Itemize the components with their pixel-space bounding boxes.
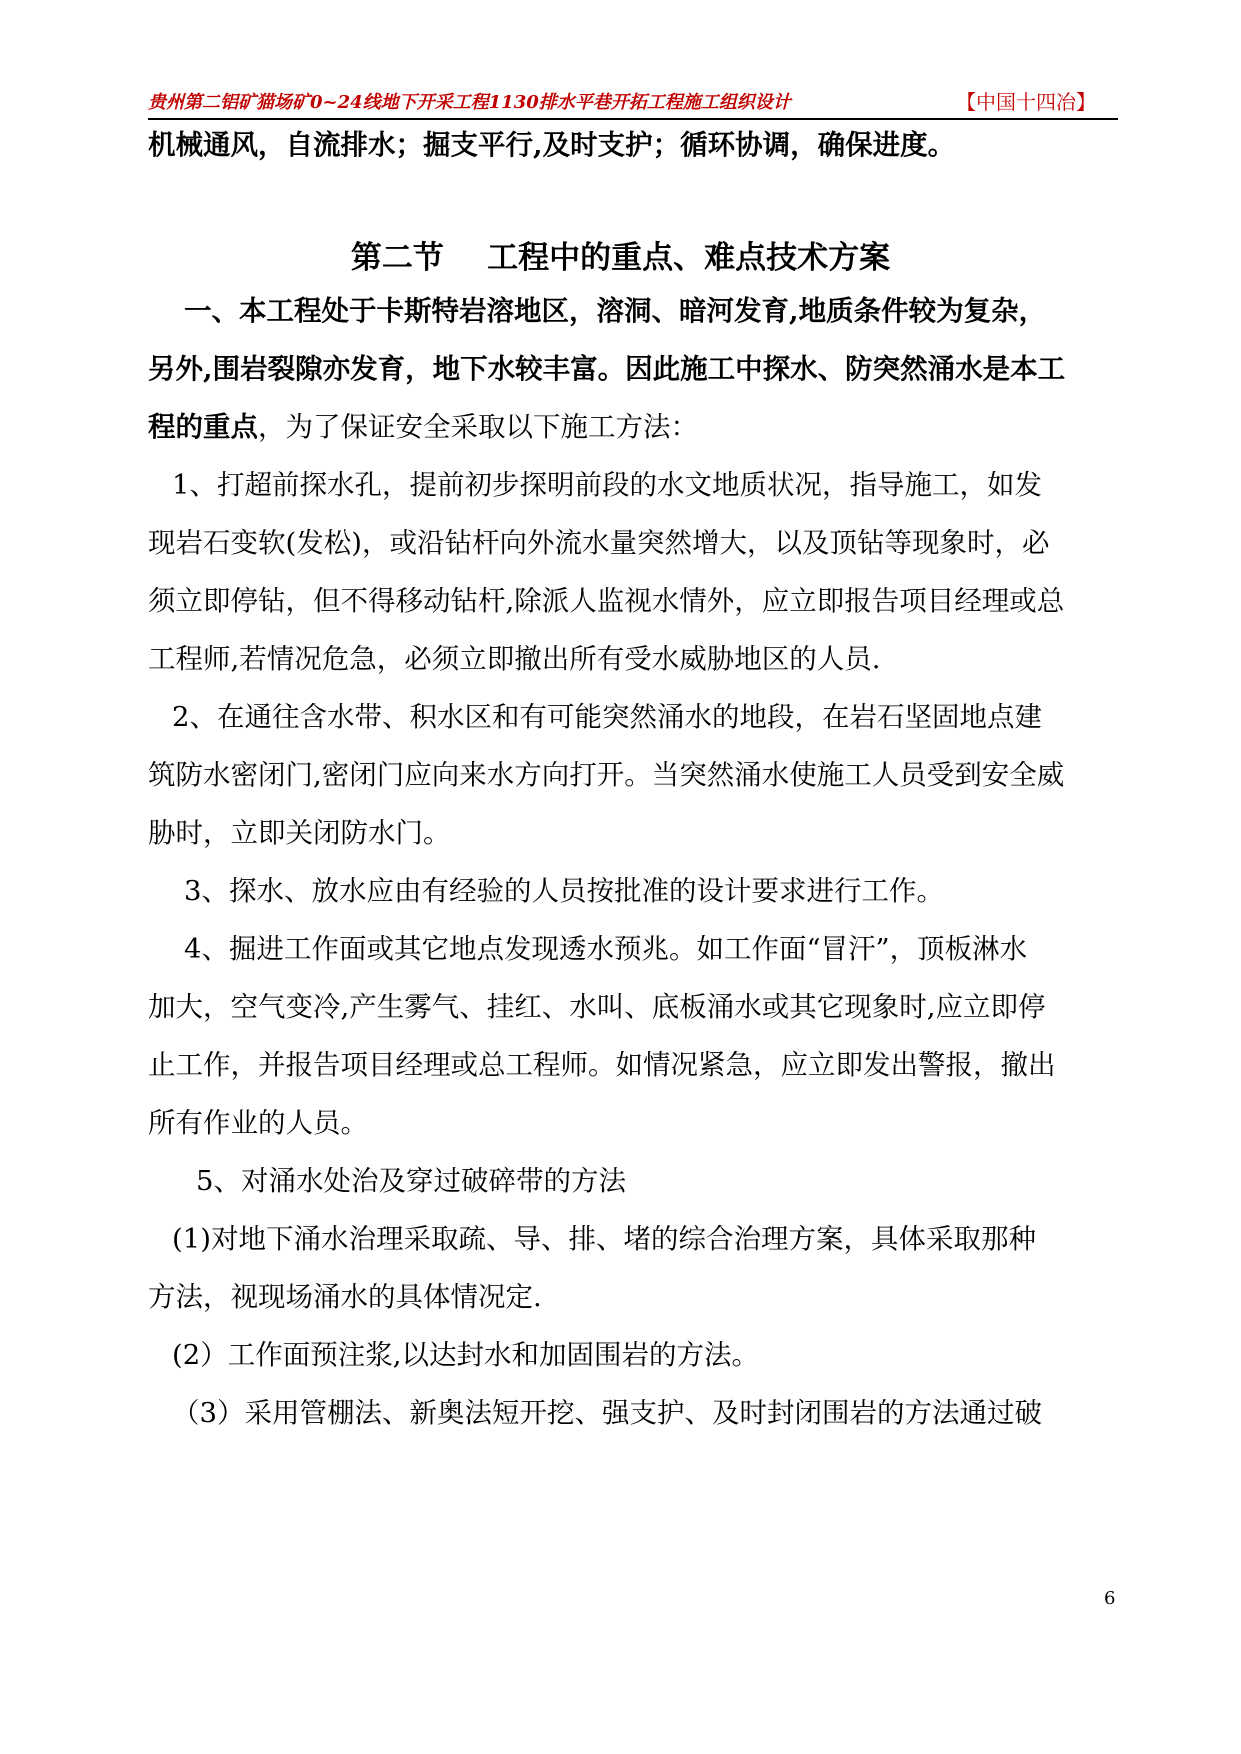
- item-2-line-3: 胁时，立即关闭防水门。: [148, 817, 451, 849]
- item-5: 5、对涌水处治及穿过破碎带的方法: [196, 1165, 626, 1197]
- emphasis-text: 程的重点: [148, 411, 258, 443]
- item-4-line-4: 所有作业的人员。: [148, 1107, 368, 1139]
- item-1-line-1: 1、打超前探水孔，提前初步探明前段的水文地质状况，指导施工，如发: [172, 469, 1042, 501]
- subitem-3: （3）采用管棚法、新奥法短开挖、强支护、及时封闭围岩的方法通过破: [172, 1397, 1042, 1429]
- header-organization: 【中国十四冶】: [956, 90, 1096, 114]
- item-1-line-2: 现岩石变软(发松)，或沿钻杆向外流水量突然增大，以及顶钻等现象时，必: [148, 527, 1050, 559]
- paragraph-1-line-3-rest: ，为了保证安全采取以下施工方法：: [258, 411, 698, 443]
- item-4-line-3: 止工作，并报告项目经理或总工程师。如情况紧急，应立即发出警报，撤出: [148, 1049, 1056, 1081]
- page-number: 6: [1104, 1588, 1116, 1609]
- subitem-1-line-1: (1)对地下涌水治理采取疏、导、排、堵的综合治理方案，具体采取那种: [172, 1223, 1036, 1255]
- section-heading: 第二节 工程中的重点、难点技术方案: [350, 240, 891, 276]
- item-4-line-2: 加大，空气变冷,产生雾气、挂红、水叫、底板涌水或其它现象时,应立即停: [148, 991, 1046, 1023]
- item-3: 3、探水、放水应由有经验的人员按批准的设计要求进行工作。: [184, 875, 944, 907]
- item-4-line-1: 4、掘进工作面或其它地点发现透水预兆。如工作面“冒汗”，顶板淋水: [184, 933, 1028, 965]
- header-document-title: 贵州第二铝矿猫场矿0~24线地下开采工程1130排水平巷开拓工程施工组织设计: [148, 92, 791, 113]
- item-1-line-4: 工程师,若情况危急，必须立即撤出所有受水威胁地区的人员.: [148, 643, 881, 675]
- paragraph-1-line-2: 另外,围岩裂隙亦发育，地下水较丰富。因此施工中探水、防突然涌水是本工: [148, 353, 1066, 385]
- subitem-2: (2）工作面预注浆,以达封水和加固围岩的方法。: [172, 1339, 759, 1371]
- subitem-1-line-2: 方法，视现场涌水的具体情况定.: [148, 1281, 542, 1313]
- item-2-line-2: 筑防水密闭门,密闭门应向来水方向打开。当突然涌水使施工人员受到安全威: [148, 759, 1065, 791]
- page-header: [148, 88, 1118, 120]
- paragraph-1-line-1: 一、本工程处于卡斯特岩溶地区，溶洞、暗河发育,地质条件较为复杂，: [184, 295, 1047, 327]
- paragraph-1-line-3: [148, 410, 698, 444]
- item-2-line-1: 2、在通往含水带、积水区和有可能突然涌水的地段，在岩石坚固地点建: [172, 701, 1042, 733]
- item-1-line-3: 须立即停钻，但不得移动钻杆,除派人监视水情外，应立即报告项目经理或总: [148, 585, 1065, 617]
- body-line-principles: 机械通风，自流排水；掘支平行,及时支护；循环协调，确保进度。: [148, 129, 956, 161]
